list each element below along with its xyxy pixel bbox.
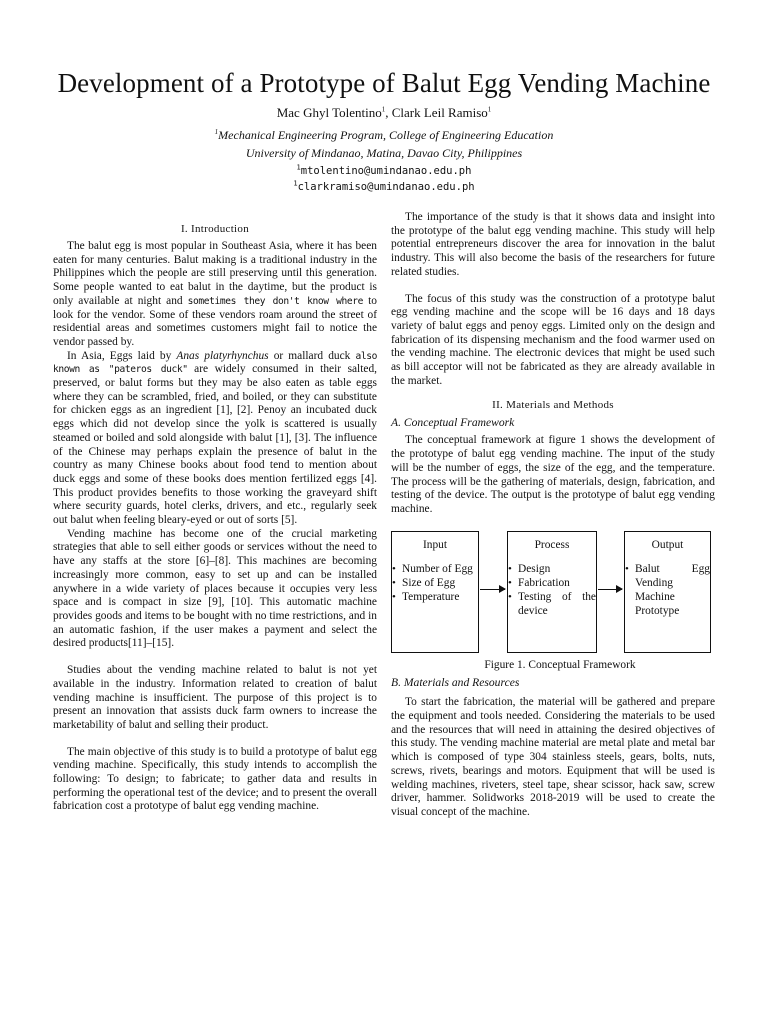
paragraph-text: The balut egg is most popular in Southeast Asia, where it has been eaten for many centuries. Balut making is a traditional industry in the Philippines which the people are still preserving until this generation. Some people wanted to eat balut in the daytime, but the product is only available at night and [53,240,377,307]
subsection-heading: B. Materials and Resources [391,676,520,690]
affiliation-mark: 1 [214,128,219,136]
figure-caption: Figure 1. Conceptual Framework [484,658,636,671]
email-line [0,164,768,178]
email-address[interactable]: clarkramiso@umindanao.edu.ph [297,181,475,193]
paragraph-text: to look for the vendor. Some of these vendors roam around the street of residential areas and sometimes customers might fail to notice the vendor passed by. [53,294,377,348]
paragraph [53,350,377,528]
paragraph: The importance of the study is that it shows data and insight into the prototype of the balut egg vending machine. This study will help potential entrepreneurs discover the area for innovation in the balut industry. This will also become the basis of the researchers for future related studies. [391,211,715,278]
output-box-title: Output [651,538,684,551]
paper-title: Development of a Prototype of Balut Egg Vending Machine [57,68,711,98]
author-affiliation-mark: 1 [381,105,386,114]
arrow-process-to-output [598,589,622,590]
affiliation-line: University of Mindanao, Matina, Davao City, Philippines [245,146,523,160]
affiliation-line [0,127,768,143]
email-line [0,180,768,194]
left-column [53,222,377,814]
input-item: • Number of Egg [392,562,478,576]
section-heading: II. Materials and Methods [492,399,614,412]
author-name: Clark Leil Ramiso [391,105,488,120]
author-name: Mac Ghyl Tolentino [276,105,382,120]
arrow-input-to-process [480,589,505,590]
paragraph-text: In Asia, Eggs laid by [67,349,172,362]
species-name: Anas platyrhynchus [176,349,269,362]
process-item: • Design [508,562,596,576]
paragraph: The conceptual framework at figure 1 shows the development of the prototype of balut egg vending machine. The input of the study will be the number of eggs, the size of the egg, and the temperature. The process will be the gathering of materials, design, fabrication, and testing of the device. The output is the prototype of balut egg vending machine. [391,434,715,515]
process-item: • Fabrication [508,576,596,590]
paragraph-text: sometimes they don't know where [187,295,364,307]
paragraph-text: are widely consumed in their salted, preserved, or balut forms but they may be also eaten as table eggs where they can be scrambled, fried, and boiled, or they can substitute for chicken eggs as an ingredient [1], [2]. Penoy an incubated duck eggs which did not develop since the yolk is scattered is usually steamed or boiled and sold alongside with balut [1], [3]. The influence of the Chinese may perhaps explain the presence of balut in the country as many Chinese books about food tend to mention about duck eggs and some of these books does mention fertilized eggs [4]. This product provides benefits to those working the graveyard shift where security guards, hotel clerks, drivers, and etc., regularly seek out balut when feeling bleary-eyed or out of sorts [5]. [53,363,377,527]
paragraph: Studies about the vending machine related to balut is not yet available in the industry. Information related to creation of balut vending machine is insufficient. The purpose of this project is to present an innovation that assists duck farm owners to increase the marketability of balut and selling their product. [53,664,377,731]
section-heading: I. Introduction [180,223,250,235]
input-item: • Size of Egg [392,576,478,590]
author-separator: , [385,105,392,120]
email-mark: 1 [296,163,301,172]
input-list [392,562,478,604]
paragraph: To start the fabrication, the material will be gathered and prepare the equipment and tools needed. Considering the materials to be used and the resources that will need in attaining the desired objectives of this study. The vending machine material are metal plate and metal bar which is composed of type 304 stainless steels, gears, bolts, nuts, screws, rivets, bearings and motors. Equipment that will be used is welding machines, riveters, steel tape, shear scissor, hack saw, screw driver, hammer. Solidworks 2018-2019 will be used to create the visual concept of the machine. [391,696,715,818]
author-affiliation-mark: 1 [487,105,492,114]
right-column [391,211,715,820]
output-item: • Balut Egg Vending Machine Prototype [625,562,710,618]
process-box [507,531,597,653]
paragraph: The main objective of this study is to build a prototype of balut egg vending machine. Specifically, this study intends to accomplish the following: To design; to fabricate; to gather data and results in performing the operational test of the device; and to present the overall fabrication cost a prototype of balut egg vending machine. [53,745,377,813]
conceptual-framework-diagram [391,531,715,659]
paragraph-text: also known as "pateros duck" [53,350,377,376]
output-box [624,531,711,653]
process-item: • Testing of the device [508,590,596,618]
paragraph [53,240,377,350]
author-line [0,105,768,121]
output-list [625,562,710,618]
email-address[interactable]: mtolentino@umindanao.edu.ph [300,165,472,177]
process-box-title: Process [534,538,570,551]
paragraph: The focus of this study was the construction of a prototype balut egg vending machine and the scope will be 16 days and 18 days variety of balut eggs and penoy eggs. Limited only on the design and fabrication of its dispensing mechanism and the food warmer used on the vending machine. The electronic devices that might be used such as bill acceptor will not be fabricated as they are already available in the market. [391,292,715,387]
email-mark: 1 [293,179,298,188]
paragraph-text: or mallard duck [273,349,351,362]
process-list [508,562,596,618]
affiliation-text: Mechanical Engineering Program, College of Engineering Education [218,128,554,142]
input-box-title: Input [422,538,448,551]
subsection-heading: A. Conceptual Framework [391,416,515,430]
paragraph: Vending machine has become one of the crucial marketing strategies that able to sell either goods or services without the need to have any staffs at the store [6]–[8]. This machines are becoming increasingly more common, easy to set up and can be installed anywhere in a wide variety of places because it occupies very less space and is compact in size [9], [10]. This automatic machine provides goods and items to be bought with no time restrictions, and in an automatic fashion, if the user makes a payment and select the desired products[11]–[15]. [53,527,377,650]
input-item: • Temperature [392,590,478,604]
input-box [391,531,479,653]
